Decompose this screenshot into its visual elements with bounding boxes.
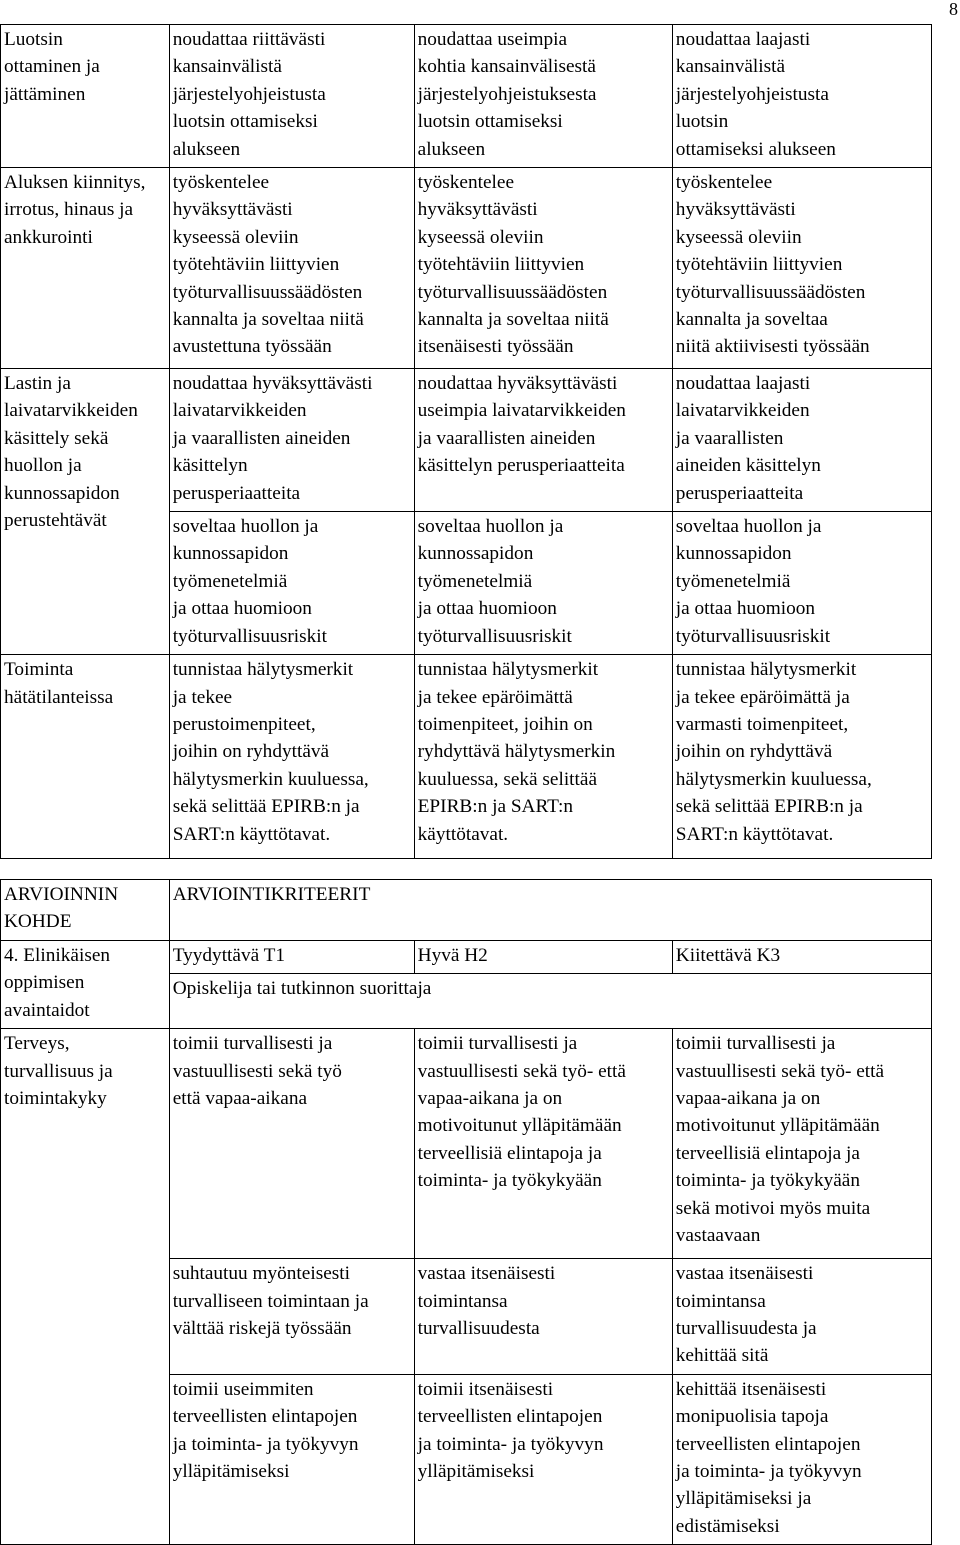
table-row xyxy=(1,168,932,369)
criteria-t1-cell: tunnistaa hälytysmerkit ja tekee perustoimenpiteet, joihin on ryhdyttävä hälytysmerkin kuuluessa, sekä selittää EPIRB:n ja SART:n käyttötavat. xyxy=(169,655,414,859)
table-header-row xyxy=(1,880,932,941)
criteria-table-continued xyxy=(0,24,932,859)
criteria-k3-cell: soveltaa huollon ja kunnossapidon työmenetelmiä ja ottaa huomioon työturvallisuusriskit xyxy=(672,512,931,655)
criteria-t1-cell: noudattaa riittävästi kansainvälistä järjestelyohjeistusta luotsin ottamiseksi alukseen xyxy=(169,25,414,168)
criteria-h2-cell: työskentelee hyväksyttävästi kyseessä oleviin työtehtäviin liittyvien työturvallisuussäädösten kannalta ja soveltaa niitä itsenäisesti työssään xyxy=(414,168,672,369)
header-assessment-criteria: ARVIOINTIKRITEERIT xyxy=(169,880,931,941)
criteria-k3-cell: toimii turvallisesti ja vastuullisesti sekä työ- että vapaa-aikana ja on motivoitunut ylläpitämään terveellisiä elintapoja ja toiminta- ja työkykyään sekä motivoi myös muita vastaavaan xyxy=(672,1029,931,1259)
criteria-t1-cell: noudattaa hyväksyttävästi laivatarvikkeiden ja vaarallisten aineiden käsittelyn perusperiaatteita xyxy=(169,369,414,512)
criteria-t1-cell: toimii useimmiten terveellisten elintapojen ja toiminta- ja työkyvyn ylläpitämiseksi xyxy=(169,1374,414,1544)
table-row xyxy=(1,369,932,512)
table-row xyxy=(1,1029,932,1259)
criteria-h2-cell: noudattaa hyväksyttävästi useimpia laivatarvikkeiden ja vaarallisten aineiden käsittelyn perusperiaatteita xyxy=(414,369,672,512)
criteria-k3-cell: tunnistaa hälytysmerkit ja tekee epäröimättä ja varmasti toimenpiteet, joihin on ryhdyttävä hälytysmerkin kuuluessa, sekä selittää EPIRB:n ja SART:n käyttötavat. xyxy=(672,655,931,859)
table-row xyxy=(1,25,932,168)
criteria-k3-cell: vastaa itsenäisesti toimintansa turvallisuudesta ja kehittää sitä xyxy=(672,1259,931,1375)
subject-cell: Opiskelija tai tutkinnon suorittaja xyxy=(169,974,931,1029)
criteria-k3-cell: työskentelee hyväksyttävästi kyseessä oleviin työtehtäviin liittyvien työturvallisuussäädösten kannalta ja soveltaa niitä aktiivisesti työssään xyxy=(672,168,931,369)
table-row xyxy=(1,655,932,859)
criteria-table-lifelong-learning xyxy=(0,879,932,1545)
criteria-k3-cell: noudattaa laajasti kansainvälistä järjestelyohjeistusta luotsin ottamiseksi alukseen xyxy=(672,25,931,168)
section-title-cell: 4. Elinikäisen oppimisen avaintaidot xyxy=(1,940,170,1028)
criteria-t1-cell: suhtautuu myönteisesti turvalliseen toimintaan ja välttää riskejä työssään xyxy=(169,1259,414,1375)
header-assessment-target: ARVIOINNIN KOHDE xyxy=(1,880,170,941)
assessment-target-cell: Lastin ja laivatarvikkeiden käsittely sekä huollon ja kunnossapidon perustehtävät xyxy=(1,369,170,655)
assessment-target-cell: Terveys, turvallisuus ja toimintakyky xyxy=(1,1029,170,1545)
criteria-k3-cell: kehittää itsenäisesti monipuolisia tapoja terveellisten elintapojen ja toiminta- ja työkyvyn ylläpitämiseksi ja edistämiseksi xyxy=(672,1374,931,1544)
criteria-h2-cell: soveltaa huollon ja kunnossapidon työmenetelmiä ja ottaa huomioon työturvallisuusriskit xyxy=(414,512,672,655)
assessment-target-cell: Aluksen kiinnitys, irrotus, hinaus ja ankkurointi xyxy=(1,168,170,369)
criteria-h2-cell: vastaa itsenäisesti toimintansa turvallisuudesta xyxy=(414,1259,672,1375)
page-number: 8 xyxy=(949,0,958,19)
criteria-t1-cell: toimii turvallisesti ja vastuullisesti sekä työ että vapaa-aikana xyxy=(169,1029,414,1259)
assessment-target-cell: Luotsin ottaminen ja jättäminen xyxy=(1,25,170,168)
criteria-h2-cell: toimii turvallisesti ja vastuullisesti sekä työ- että vapaa-aikana ja on motivoitunut ylläpitämään terveellisiä elintapoja ja toiminta- ja työkykyään xyxy=(414,1029,672,1259)
grade-row xyxy=(1,940,932,973)
criteria-t1-cell: työskentelee hyväksyttävästi kyseessä oleviin työtehtäviin liittyvien työturvallisuussäädösten kannalta ja soveltaa niitä avustettuna työssään xyxy=(169,168,414,369)
grade-t1-label: Tyydyttävä T1 xyxy=(169,940,414,973)
criteria-h2-cell: tunnistaa hälytysmerkit ja tekee epäröimättä toimenpiteet, joihin on ryhdyttävä hälytysmerkin kuuluessa, sekä selittää EPIRB:n ja SART:n käyttötavat. xyxy=(414,655,672,859)
criteria-t1-cell: soveltaa huollon ja kunnossapidon työmenetelmiä ja ottaa huomioon työturvallisuusriskit xyxy=(169,512,414,655)
grade-k3-label: Kiitettävä K3 xyxy=(672,940,931,973)
criteria-h2-cell: noudattaa useimpia kohtia kansainvälisestä järjestelyohjeistuksesta luotsin ottamiseksi alukseen xyxy=(414,25,672,168)
criteria-h2-cell: toimii itsenäisesti terveellisten elintapojen ja toiminta- ja työkyvyn ylläpitämiseksi xyxy=(414,1374,672,1544)
criteria-k3-cell: noudattaa laajasti laivatarvikkeiden ja vaarallisten aineiden käsittelyn perusperiaatteita xyxy=(672,369,931,512)
grade-h2-label: Hyvä H2 xyxy=(414,940,672,973)
assessment-target-cell: Toiminta hätätilanteissa xyxy=(1,655,170,859)
